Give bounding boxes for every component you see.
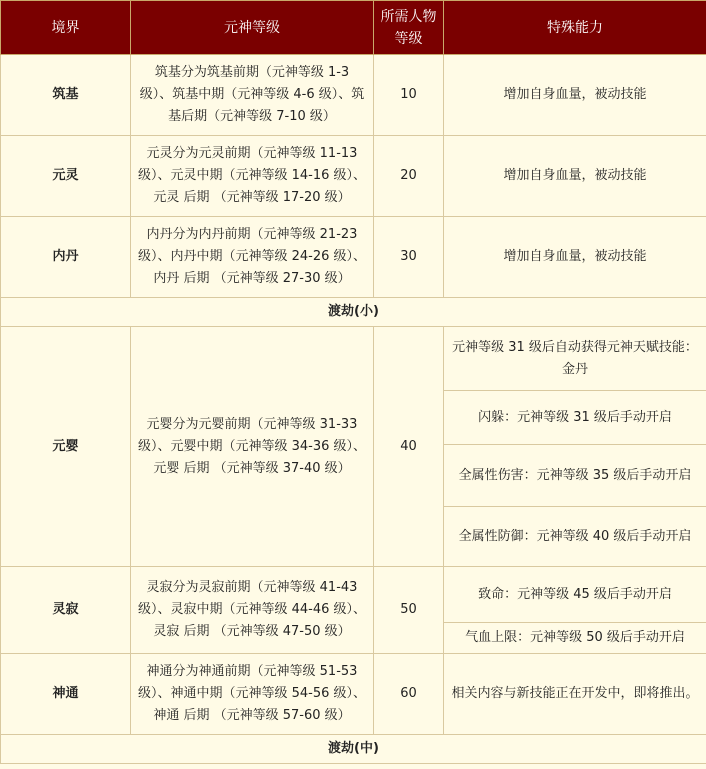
table-row: [1, 55, 706, 136]
ability-text: 相关内容与新技能正在开发中，即将推出。: [444, 654, 706, 735]
table-row: [1, 327, 706, 391]
ability-text: 闪躲：元神等级 31 级后手动开启: [444, 391, 706, 445]
separator-label: 渡劫(中): [1, 735, 706, 764]
required-level: 60: [374, 654, 444, 735]
ability-text: 全属性防御：元神等级 40 级后手动开启: [444, 507, 706, 567]
realm-name: 元灵: [1, 136, 131, 217]
table-row: [1, 217, 706, 298]
ability-text: 致命：元神等级 45 级后手动开启: [444, 567, 706, 623]
header-ability: 特殊能力: [444, 1, 706, 55]
realm-name: 元婴: [1, 327, 131, 567]
ability-text: 元神等级 31 级后自动获得元神天赋技能：金丹: [444, 327, 706, 391]
header-required-level: 所需人物等级: [374, 1, 444, 55]
separator-label: 渡劫(小): [1, 298, 706, 327]
required-level: 30: [374, 217, 444, 298]
required-level: 20: [374, 136, 444, 217]
header-level: 元神等级: [131, 1, 374, 55]
ability-text: 增加自身血量，被动技能: [444, 136, 706, 217]
realm-name: 灵寂: [1, 567, 131, 654]
required-level: 50: [374, 567, 444, 654]
ability-text: 增加自身血量，被动技能: [444, 217, 706, 298]
ability-text: 全属性伤害：元神等级 35 级后手动开启: [444, 445, 706, 507]
level-description: 筑基分为筑基前期（元神等级 1-3 级）、筑基中期（元神等级 4-6 级）、筑基后期（元神等级 7-10 级）: [131, 55, 374, 136]
table-row: [1, 567, 706, 623]
required-level: 10: [374, 55, 444, 136]
level-description: 神通分为神通前期（元神等级 51-53 级）、神通中期（元神等级 54-56 级）、神通 后期 （元神等级 57-60 级）: [131, 654, 374, 735]
separator-row: [1, 298, 706, 327]
separator-row: [1, 735, 706, 764]
header-row: [1, 1, 706, 55]
level-description: 内丹分为内丹前期（元神等级 21-23 级）、内丹中期（元神等级 24-26 级）、内丹 后期 （元神等级 27-30 级）: [131, 217, 374, 298]
ability-text: 增加自身血量，被动技能: [444, 55, 706, 136]
required-level: 40: [374, 327, 444, 567]
realm-name: 筑基: [1, 55, 131, 136]
level-description: 灵寂分为灵寂前期（元神等级 41-43 级）、灵寂中期（元神等级 44-46 级）、灵寂 后期 （元神等级 47-50 级）: [131, 567, 374, 654]
table-row: [1, 654, 706, 735]
level-description: 元灵分为元灵前期（元神等级 11-13 级）、元灵中期（元神等级 14-16 级）、元灵 后期 （元神等级 17-20 级）: [131, 136, 374, 217]
ability-text: 气血上限：元神等级 50 级后手动开启: [444, 623, 706, 654]
realm-name: 内丹: [1, 217, 131, 298]
realm-name: 神通: [1, 654, 131, 735]
level-description: 元婴分为元婴前期（元神等级 31-33 级）、元婴中期（元神等级 34-36 级）、元婴 后期 （元神等级 37-40 级）: [131, 327, 374, 567]
header-realm: 境界: [1, 1, 131, 55]
table-row: [1, 136, 706, 217]
